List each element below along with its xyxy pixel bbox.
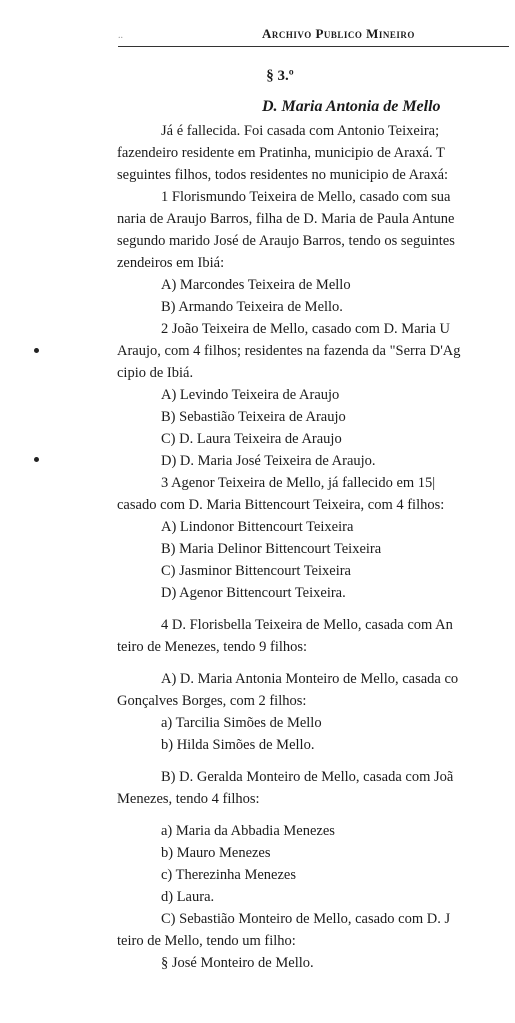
text-line: D) D. Maria José Teixeira de Araujo. xyxy=(161,453,376,469)
text-line: b) Mauro Menezes xyxy=(161,845,271,861)
text-line: zendeiros em Ibiá: xyxy=(117,255,225,271)
text-line: Gonçalves Borges, com 2 filhos: xyxy=(117,693,307,709)
margin-dot xyxy=(34,457,39,462)
text-line: 2 João Teixeira de Mello, casado com D. Maria U xyxy=(161,321,451,337)
text-line: segundo marido José de Araujo Barros, tendo os seguintes xyxy=(117,233,455,249)
text-line: teiro de Mello, tendo um filho: xyxy=(117,933,296,949)
page-mark: .. xyxy=(118,30,123,41)
text-line: a) Tarcilia Simões de Mello xyxy=(161,715,322,731)
text-line: 1 Florismundo Teixeira de Mello, casado com sua xyxy=(161,189,451,205)
text-line: A) Lindonor Bittencourt Teixeira xyxy=(161,519,354,535)
text-line: B) Sebastião Teixeira de Araujo xyxy=(161,409,346,425)
document-body xyxy=(0,120,515,974)
text-line: § José Monteiro de Mello. xyxy=(161,955,314,971)
text-line: Araujo, com 4 filhos; residentes na fazenda da "Serra D'Ag xyxy=(117,343,461,359)
text-line: 4 D. Florisbella Teixeira de Mello, casada com An xyxy=(161,617,453,633)
header-rule xyxy=(118,46,509,47)
text-line: B) D. Geralda Monteiro de Mello, casada com Joã xyxy=(161,769,454,785)
text-line: b) Hilda Simões de Mello. xyxy=(161,737,315,753)
text-line: 3 Agenor Teixeira de Mello, já fallecido em 15| xyxy=(161,475,436,491)
text-line: teiro de Menezes, tendo 9 filhos: xyxy=(117,639,308,655)
text-line: A) Levindo Teixeira de Araujo xyxy=(161,387,340,403)
text-line: A) D. Maria Antonia Monteiro de Mello, casada co xyxy=(161,671,459,687)
text-line: fazendeiro residente em Pratinha, municipio de Araxá. T xyxy=(117,145,445,161)
text-line: Já é fallecida. Foi casada com Antonio Teixeira; xyxy=(161,123,440,139)
text-line: Menezes, tendo 4 filhos: xyxy=(117,791,260,807)
text-line: cipio de Ibiá. xyxy=(117,365,194,381)
text-line: D) Agenor Bittencourt Teixeira. xyxy=(161,585,346,601)
text-line: d) Laura. xyxy=(161,889,215,905)
text-line: casado com D. Maria Bittencourt Teixeira, com 4 filhos: xyxy=(117,497,445,513)
text-line: seguintes filhos, todos residentes no municipio de Araxá: xyxy=(117,167,449,183)
text-line: C) D. Laura Teixeira de Araujo xyxy=(161,431,342,447)
text-line: B) Armando Teixeira de Mello. xyxy=(161,299,343,315)
entry-title: D. Maria Antonia de Mello xyxy=(262,98,441,115)
text-line: C) Sebastião Monteiro de Mello, casado com D. J xyxy=(161,911,451,927)
text-line: a) Maria da Abbadia Menezes xyxy=(161,823,335,839)
section-heading: § 3.º xyxy=(266,68,294,84)
text-line: C) Jasminor Bittencourt Teixeira xyxy=(161,563,351,579)
page-header xyxy=(0,22,515,44)
text-line: B) Maria Delinor Bittencourt Teixeira xyxy=(161,541,382,557)
text-line: A) Marcondes Teixeira de Mello xyxy=(161,277,351,293)
margin-dot xyxy=(34,348,39,353)
running-title: Archivo Publico Mineiro xyxy=(262,26,415,41)
text-line: naria de Araujo Barros, filha de D. Maria de Paula Antune xyxy=(117,211,455,227)
text-line: c) Therezinha Menezes xyxy=(161,867,296,883)
